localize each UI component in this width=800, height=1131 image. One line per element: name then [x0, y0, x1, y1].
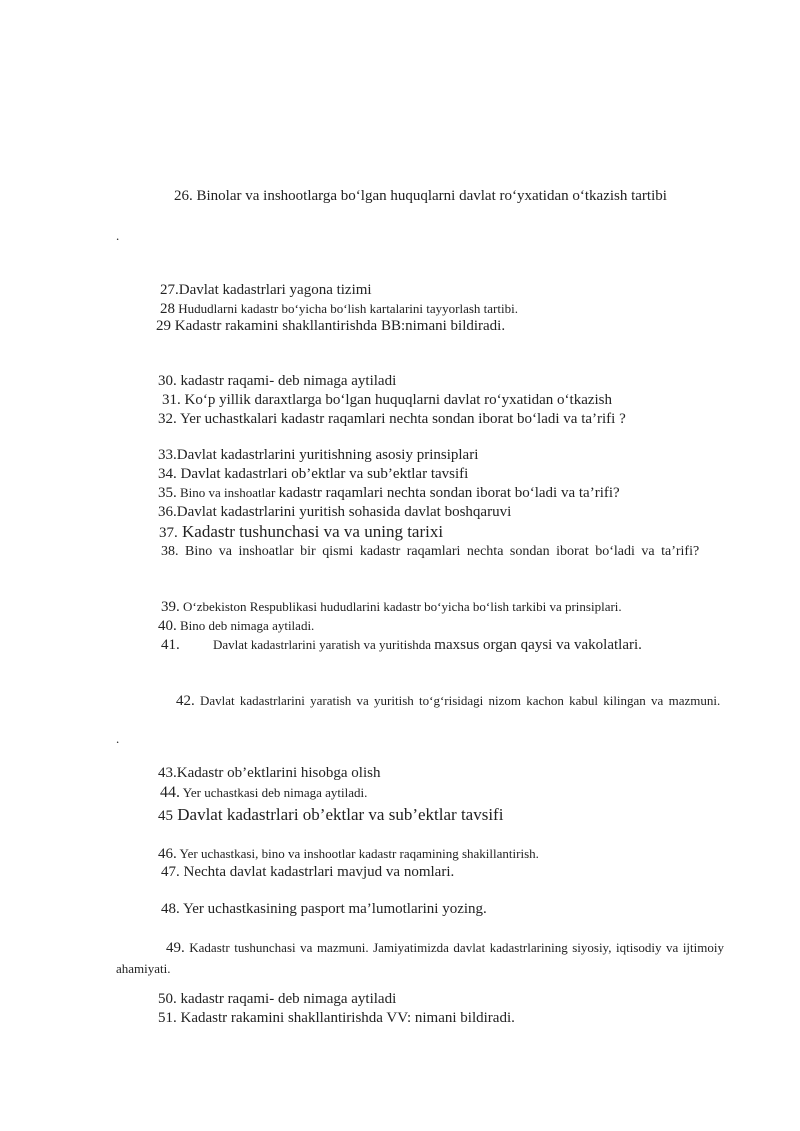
- question-29: [156, 318, 505, 335]
- question-41: [161, 637, 642, 654]
- question-38: [161, 543, 724, 562]
- question-text: Davlat kadastrlarini yuritishning asosiy prinsiplari: [176, 447, 479, 463]
- question-number: 44.: [160, 784, 180, 801]
- question-text: kadastr raqami- deb nimaga aytiladi: [176, 373, 397, 389]
- separator-dot: .: [116, 228, 120, 243]
- question-36: [158, 504, 511, 521]
- question-26: [174, 188, 667, 205]
- question-text: Kadastr ob’ektlarini hisobga olish: [176, 765, 381, 781]
- question-number: 27.: [160, 282, 179, 298]
- separator-dot: .: [116, 731, 120, 746]
- question-46: [158, 846, 539, 863]
- question-text: Bino va inshoatlar bir qismi kadastr raqamlari nechta sondan iborat bo‘ladi va ta’rifi?: [178, 544, 700, 559]
- question-text: Davlat kadastrlarini yuritish sohasida davlat boshqaruvi: [176, 504, 512, 520]
- question-number: 36.: [158, 504, 177, 520]
- question-text: Bino va inshoatlar: [176, 485, 279, 500]
- question-text: Yer uchastkasi, bino va inshootlar kadastr raqamining shakillantirish.: [176, 846, 539, 861]
- question-text: Davlat kadastrlarini yaratish va yuritish to‘g‘risidagi nizom kachon kabul kilingan va mazmuni.: [194, 693, 721, 708]
- question-number: 45: [158, 808, 173, 824]
- question-text: Kadastr tushunchasi va va uning tarixi: [177, 522, 444, 541]
- question-33: [158, 447, 478, 464]
- question-text: Nechta davlat kadastrlari mavjud va nomlari.: [179, 864, 455, 880]
- question-number: 41.: [161, 637, 180, 653]
- question-text: Davlat kadastrlarini yaratish va yuritishda: [213, 637, 435, 652]
- question-text: Kadastr rakamini shakllantirishda VV: nimani bildiradi.: [176, 1010, 515, 1026]
- question-text: Davlat kadastrlari yagona tizimi: [178, 282, 372, 298]
- question-39: [161, 599, 622, 616]
- question-text: Hududlarni kadastr bo‘yicha bo‘lish kartalarini tayyorlash tartibi.: [175, 301, 518, 316]
- question-27: [160, 282, 372, 299]
- question-number: 30.: [158, 373, 177, 389]
- question-48: [161, 901, 487, 918]
- question-35: [158, 485, 620, 502]
- question-number: 48.: [161, 901, 180, 917]
- question-number: 46.: [158, 846, 177, 862]
- question-text: Yer uchastkasi deb nimaga aytiladi.: [180, 785, 368, 800]
- question-text: Davlat kadastrlari ob’ektlar va sub’ektlar tavsifi: [173, 805, 504, 824]
- question-text-cont: kadastr raqamlari nechta sondan iborat bo‘ladi va ta’rifi?: [278, 485, 620, 501]
- question-number: 49.: [166, 940, 185, 956]
- question-number: 26.: [174, 188, 193, 204]
- question-number: 50.: [158, 991, 177, 1007]
- question-43: [158, 765, 380, 782]
- question-number: 42.: [176, 693, 195, 709]
- question-text: kadastr raqami- deb nimaga aytiladi: [176, 991, 397, 1007]
- question-47: [161, 864, 454, 881]
- question-31: [162, 392, 612, 409]
- question-number: 47.: [161, 864, 180, 880]
- question-28: [160, 301, 518, 318]
- question-number: 33.: [158, 447, 177, 463]
- question-number: 29: [156, 318, 171, 334]
- question-number: 34.: [158, 466, 177, 482]
- question-text: Yer uchastkasining pasport ma’lumotlarini yozing.: [179, 901, 487, 917]
- question-42: [116, 691, 724, 713]
- question-text: O‘zbekiston Respublikasi hududlarini kadastr bo‘yicha bo‘lish tarkibi va prinsiplari.: [179, 599, 622, 614]
- question-text: Bino deb nimaga aytiladi.: [176, 618, 315, 633]
- question-number: 31.: [162, 392, 181, 408]
- question-44: [160, 784, 367, 802]
- question-34: [158, 466, 468, 483]
- question-45: [158, 805, 503, 825]
- question-50: [158, 991, 396, 1008]
- question-text: Davlat kadastrlari ob’ektlar va sub’ektlar tavsifi: [176, 466, 469, 482]
- question-number: 28: [160, 301, 175, 317]
- question-text: Kadastr rakamini shakllantirishda BB:nimani bildiradi.: [171, 318, 506, 334]
- question-number: 43.: [158, 765, 177, 781]
- question-text: Yer uchastkalari kadastr raqamlari nechta sondan iborat bo‘ladi va ta’rifi ?: [176, 411, 626, 427]
- question-40: [158, 618, 314, 635]
- question-number: 32.: [158, 411, 177, 427]
- question-text: Kadastr tushunchasi va mazmuni. Jamiyatimizda davlat kadastrlarining siyosiy, iqtisodiy va ijtimoiy ahamiyati.: [116, 940, 724, 976]
- question-30: [158, 373, 396, 390]
- question-51: [158, 1010, 515, 1027]
- question-number: 51.: [158, 1010, 177, 1026]
- question-number: 38.: [161, 544, 179, 559]
- question-32: [158, 411, 626, 428]
- question-text: Ko‘p yillik daraxtlarga bo‘lgan huquqlarni davlat ro‘yxatidan o‘tkazish: [180, 392, 613, 408]
- question-text-cont: maxsus organ qaysi va vakolatlari.: [434, 637, 642, 653]
- question-37: [159, 522, 443, 542]
- question-number: 37.: [159, 525, 178, 541]
- question-49: [116, 938, 724, 979]
- question-number: 40.: [158, 618, 177, 634]
- question-number: 35.: [158, 485, 177, 501]
- question-number: 39.: [161, 599, 180, 615]
- question-text: Binolar va inshootlarga bo‘lgan huquqlarni davlat ro‘yxatidan o‘tkazish tartibi: [192, 188, 667, 204]
